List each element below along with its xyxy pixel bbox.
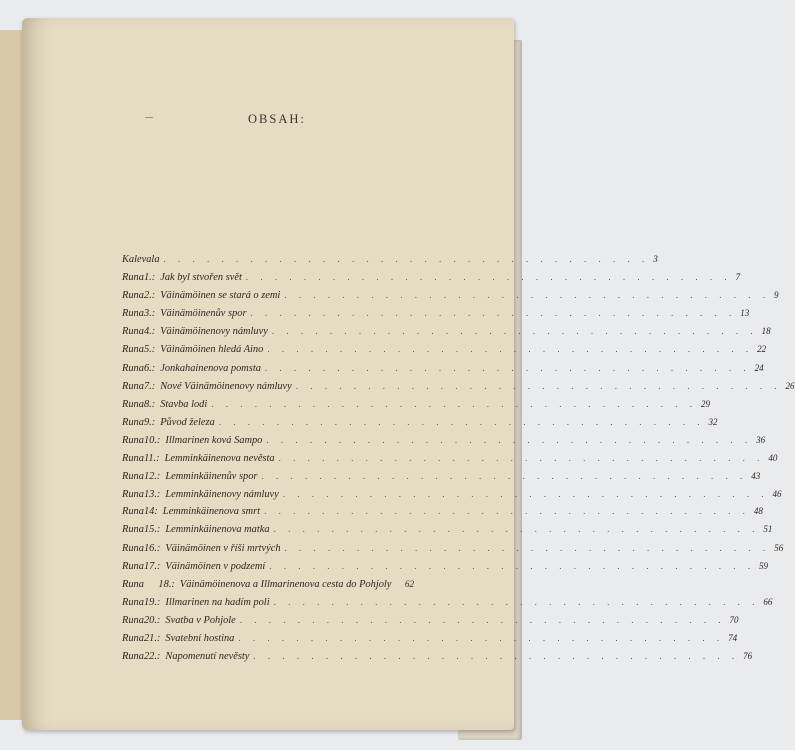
- toc-row: [122, 362, 764, 381]
- toc-row: [122, 453, 778, 471]
- toc-title: Väinämöinen v říši mrtvých: [165, 542, 281, 554]
- toc-runa-label: Runa: [122, 453, 144, 465]
- toc-number: 11.:: [143, 453, 160, 465]
- toc-dot-leader: . . . . . . . . . . . . . . . . . . . . . . . . . . . . . . . . . .: [284, 542, 771, 553]
- toc-row: [122, 560, 768, 579]
- toc-runa-label: Runa: [122, 416, 144, 428]
- toc-page-number: 7: [735, 272, 741, 283]
- toc-dot-leader: . . . . . . . . . . . . . . . . . . . . . . . . . . . . . . . . . .: [273, 596, 760, 607]
- toc-dot-leader: . . . . . . . . . . . . . . . . . . . . . . . . . . . . . . . . . .: [238, 632, 725, 643]
- toc-title: Väinämöinen hledá Aino: [160, 344, 264, 356]
- toc-page-number: 70: [729, 614, 739, 625]
- toc-runa-label: Runa: [122, 542, 144, 554]
- toc-row: [122, 489, 782, 507]
- toc-title: Lemminkäinenova nevěsta: [164, 453, 275, 465]
- toc-dot-leader: . . . . . . . . . . . . . . . . . . . . . . . . . . . . . . . . . .: [253, 651, 740, 662]
- toc-page-number: 9: [774, 290, 779, 301]
- toc-runa-label: Runa: [122, 560, 144, 572]
- toc-title: Lemminkäinenovy námluvy: [165, 489, 279, 501]
- toc-row: [122, 254, 658, 272]
- toc-page-number: 22: [757, 344, 767, 355]
- toc-row: [122, 614, 739, 633]
- toc-row: [122, 542, 784, 561]
- toc-row: [122, 308, 750, 326]
- toc-page-number: 74: [728, 632, 738, 643]
- toc-dot-leader: . . . . . . . . . . . . . . . . . . . . . . . . . . . . . . . . . .: [261, 471, 748, 482]
- toc-row: [122, 471, 761, 489]
- toc-row: [122, 290, 779, 308]
- toc-page-number: 48: [753, 506, 763, 517]
- toc-dot-leader: . . . . . . . . . . . . . . . . . . . . . . . . . . . . . . . . . .: [282, 489, 769, 500]
- toc-number: 14:: [143, 506, 158, 518]
- toc-title: Väinämöinenův spor: [160, 308, 247, 320]
- toc-number: 8.:: [143, 398, 156, 410]
- toc-row: [122, 398, 710, 417]
- toc-row: [122, 272, 741, 290]
- toc-title: Jonkahainenova pomsta: [160, 362, 261, 374]
- toc-number: 18.:: [158, 578, 175, 590]
- toc-row: [122, 326, 771, 344]
- toc-title: Svatební hostina: [165, 632, 235, 644]
- toc-title: Väinämöinenovy námluvy: [160, 326, 268, 338]
- table-of-contents: [122, 254, 795, 670]
- toc-runa-label: Runa: [122, 578, 144, 590]
- toc-dot-leader: . . . . . . . . . . . . . . . . . . . . . . . . . . . . . . . . . .: [264, 362, 751, 373]
- toc-title: Illmarinen na hadím poli: [165, 596, 270, 608]
- toc-number: 17.:: [143, 560, 161, 572]
- toc-number: 5.:: [143, 344, 156, 356]
- toc-number: 10.:: [143, 434, 161, 446]
- toc-page-number: 56: [774, 542, 784, 553]
- toc-page-number: 46: [772, 489, 782, 500]
- toc-runa-label: Runa: [122, 651, 144, 663]
- toc-dot-leader: . . . . . . . . . . . . . . . . . . . . . . . . . . . . . . . . . .: [245, 272, 732, 283]
- toc-runa-label: Runa: [122, 308, 144, 320]
- toc-page-number: 26: [785, 380, 795, 391]
- toc-title: Lemminkäinenova matka: [165, 524, 270, 536]
- toc-number: 13.:: [143, 489, 161, 501]
- toc-number: 2.:: [143, 290, 156, 302]
- toc-page-number: 32: [708, 416, 718, 427]
- toc-number: 1.:: [143, 272, 156, 284]
- toc-number: 22.:: [143, 651, 161, 663]
- toc-page-number: 59: [759, 560, 768, 571]
- toc-title: Lemminkäinenův spor: [165, 471, 258, 483]
- toc-dot-leader: . . . . . . . . . . . . . . . . . . . . . . . . . . . . . . . . . .: [267, 344, 754, 355]
- toc-number: 15.:: [143, 524, 161, 536]
- toc-number: 20.:: [143, 614, 161, 626]
- toc-title: Väinämöinen se stará o zemi: [160, 290, 281, 302]
- toc-dot-leader: . . . . . . . . . . . . . . . . . . . . . . . . . . . . . . . . . .: [295, 380, 782, 391]
- toc-title: Jak byl stvořen svět: [160, 272, 242, 284]
- toc-runa-label: Runa: [122, 362, 144, 374]
- toc-number: 4.:: [143, 326, 156, 338]
- toc-title: Napomenutí nevěsty: [165, 651, 250, 663]
- toc-page-number: 43: [751, 471, 761, 482]
- toc-title: Původ železa: [160, 416, 215, 428]
- toc-dot-leader: . . . . . . . . . . . . . . . . . . . . . . . . . . . . . . . . . .: [284, 290, 771, 301]
- toc-dot-leader: . . . . . . . . . . . . . . . . . . . . . . . . . . . . . . . . . .: [264, 506, 750, 517]
- page-title: OBSAH:: [248, 112, 306, 126]
- toc-row: [122, 651, 753, 669]
- toc-runa-label: Runa: [122, 434, 144, 446]
- toc-dot-leader: . . . . . . . . . . . . . . . . . . . . . . . . . . . . . . . . . .: [211, 398, 697, 409]
- toc-row: [122, 579, 414, 597]
- toc-row: [122, 380, 795, 399]
- toc-row: [122, 434, 766, 453]
- toc-runa-label: Runa: [122, 272, 144, 284]
- toc-title: Lemminkäinenova smrt: [162, 506, 261, 518]
- toc-number: 6.:: [143, 362, 156, 374]
- toc-row: [122, 416, 718, 435]
- toc-runa-label: Runa: [122, 471, 144, 483]
- toc-title: Illmarinen ková Sampo: [165, 434, 263, 446]
- toc-dot-leader: . . . . . . . . . . . . . . . . . . . . . . . . . . . . . . . . . .: [269, 560, 755, 571]
- toc-runa-label: Runa: [122, 506, 144, 518]
- toc-runa-label: Runa: [122, 614, 144, 626]
- toc-runa-label: Runa: [122, 632, 144, 644]
- toc-title: Kalevala: [122, 254, 160, 265]
- toc-number: 9.:: [143, 416, 156, 428]
- toc-title: Väinämöinen v podzemí: [165, 560, 266, 572]
- toc-page-number: 36: [756, 434, 766, 445]
- toc-row: [122, 632, 738, 651]
- toc-number: 7.:: [143, 380, 156, 392]
- toc-row: [122, 524, 773, 542]
- toc-row: [122, 344, 767, 362]
- toc-runa-label: Runa: [122, 596, 144, 608]
- toc-page-number: 29: [701, 398, 710, 409]
- toc-title: Stavba lodi: [160, 398, 208, 410]
- toc-runa-label: Runa: [122, 290, 144, 302]
- toc-dot-leader: . . . . . . . . . . . . . . . . . . . . . . . . . . . . . . . . . .: [163, 254, 650, 264]
- toc-page-number: 24: [754, 362, 764, 373]
- page-mark: [145, 117, 153, 118]
- toc-title: Svatba v Pohjole: [165, 614, 236, 626]
- toc-page-number: 13: [740, 308, 750, 319]
- toc-dot-leader: . . . . . . . . . . . . . . . . . . . . . . . . . . . . . . . . . .: [218, 416, 705, 427]
- toc-runa-label: Runa: [122, 380, 144, 392]
- toc-runa-label: Runa: [122, 489, 144, 501]
- toc-dot-leader: . . . . . . . . . . . . . . . . . . . . . . . . . . . . . . . . . .: [273, 524, 760, 535]
- toc-dot-leader: . . . . . . . . . . . . . . . . . . . . . . . . . . . . . . . . . .: [266, 434, 753, 445]
- book-page: [22, 18, 795, 730]
- toc-title: Väinämöinenova a Illmarinenova cesta do Pohjoly: [179, 578, 392, 590]
- toc-dot-leader: . . . . . . . . . . . . . . . . . . . . . . . . . . . . . . . . . .: [278, 453, 765, 464]
- toc-title: Nové Väinämöinenovy námluvy: [160, 380, 292, 392]
- toc-runa-label: Runa: [122, 344, 144, 356]
- toc-row: [122, 506, 763, 524]
- toc-page-number: 40: [768, 453, 778, 464]
- toc-page-number: 62: [405, 578, 414, 589]
- toc-number: 19.:: [143, 596, 161, 608]
- toc-page-number: 76: [743, 651, 753, 662]
- toc-page-number: 66: [763, 596, 773, 607]
- toc-dot-leader: . . . . . . . . . . . . . . . . . . . . . . . . . . . . . . . . . .: [271, 326, 758, 337]
- toc-runa-label: Runa: [122, 398, 144, 410]
- toc-number: 16.:: [143, 542, 161, 554]
- toc-page-number: 18: [761, 326, 771, 337]
- toc-runa-label: Runa: [122, 524, 144, 536]
- toc-number: 21.:: [143, 632, 161, 644]
- toc-runa-label: Runa: [122, 326, 144, 338]
- toc-number: 12.:: [143, 471, 161, 483]
- toc-number: 3.:: [143, 308, 156, 320]
- toc-page-number: 3: [653, 254, 658, 264]
- toc-dot-leader: . . . . . . . . . . . . . . . . . . . . . . . . . . . . . . . . . .: [250, 308, 737, 319]
- toc-page-number: 51: [763, 524, 773, 535]
- toc-dot-leader: . . . . . . . . . . . . . . . . . . . . . . . . . . . . . . . . . .: [239, 614, 726, 625]
- toc-row: [122, 596, 773, 615]
